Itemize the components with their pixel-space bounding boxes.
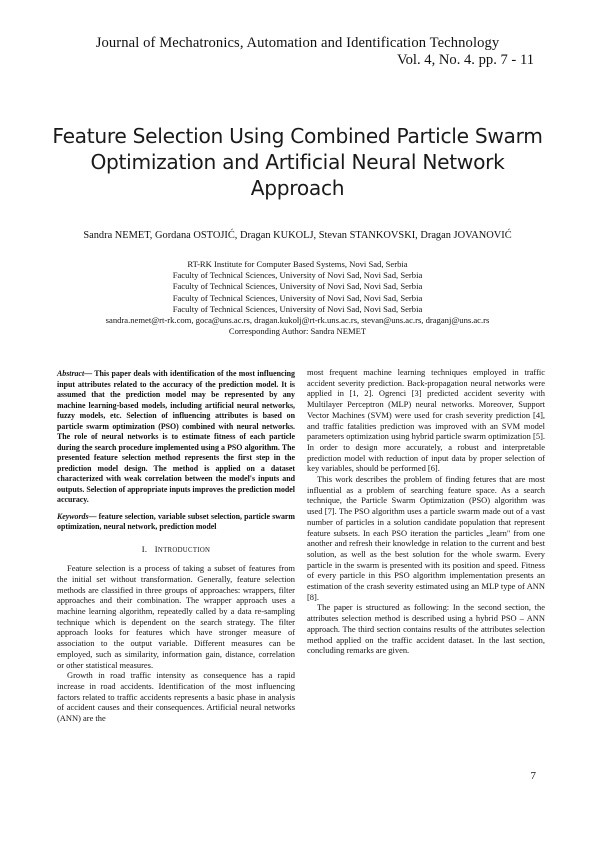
affiliations bbox=[0, 259, 595, 337]
page-number: 7 bbox=[530, 770, 536, 782]
corresponding-author: Corresponding Author: Sandra NEMET bbox=[228, 326, 367, 337]
keywords-label: Keywords bbox=[57, 511, 89, 521]
keywords-text: — feature selection, variable subset selection, particle swarm optimization, neural network, prediction model bbox=[57, 511, 295, 531]
section-title-rest: NTRODUCTION bbox=[157, 546, 211, 554]
journal-name: Journal of Mechatronics, Automation and Identification Technology bbox=[95, 35, 500, 51]
affiliation-line: Faculty of Technical Sciences, University of Novi Sad, Novi Sad, Serbia bbox=[172, 303, 423, 314]
title-line: Approach bbox=[250, 176, 345, 200]
paragraph: This work describes the problem of finding fetures that are most influential as a problem of searching feature space. As a search technique, the Particle Swarm Optimization (PSO) algorithm was used [7]. The PSO algorithm uses a particle swarm made out of a vast number of particles in a solution candidate population that represent feature subsets. In each PSO iteration the particles „learn" from one another and refresh their knowledge in relation to the current and best solution, as well as the best solution for the whole swarm. Every particle in the swarm is presented with its position and speed. Fitness of every particle in this PSO algorithm implementation presents an estimation of the crash severity estimated using an MLP type of ANN [8]. bbox=[307, 474, 545, 602]
affiliation-line: Faculty of Technical Sciences, University of Novi Sad, Novi Sad, Serbia bbox=[172, 281, 423, 292]
paragraph: Feature selection is a process of taking a subset of features from the initial set without transformation. Generally, feature selection methods are classified in three groups of approaches: wrappers, filter approaches and their combination. The wrapper approach uses a machine learning algorithm, repeatedly called by a data re-sampling technique which is dependent on the search strategy. The filter approach looks for features which have stronger measure of association to the output variable. Different measures can be employed, such as similarity, information gain, distance, correlation or other statistical measures. bbox=[57, 563, 295, 670]
affiliation-line: RT-RK Institute for Computer Based Systems, Novi Sad, Serbia bbox=[187, 259, 408, 269]
abstract-text: — This paper deals with identification of the most influencing input attributes related to the accuracy of the prediction model. It is assumed that the prediction model may be represented by any machine learning-based models, including artificial neural networks, fuzzy models, etc. Selection of influencing attributes is based on particle swarm optimization (PSO) combined with neural networks. The role of neural networks is to estimate fitness of each particle during the search procedure implemented using a PSO algorithm. The presented feature selection method represents the first step in the prediction model design. The method is applied on a dataset characterized with weak correlation between the model's inputs and outputs. Selection of appropriate inputs improves the prediction model accuracy. bbox=[57, 369, 295, 504]
right-column bbox=[307, 367, 545, 656]
paragraph: The paper is structured as following: In the second section, the attributes selection method is described using a hybrid PSO – ANN approach. The third section contains results of the attributes selection method applied on the traffic accident dataset. In the last section, concluding remarks are given. bbox=[307, 602, 545, 656]
email-line: sandra.nemet@rt-rk.com, goca@uns.ac.rs, dragan.kukolj@rt-rk.uns.ac.rs, stevan@uns.ac.rs, draganj@uns.ac.rs bbox=[105, 315, 490, 326]
abstract-label: Abstract bbox=[57, 369, 85, 378]
paragraph: Growth in road traffic intensity as consequence has a rapid increase in road accidents. Identification of the most influencing factors related to traffic accidents represents a basic phase in analysis of accident causes and their consequences. Artificial neural networks (ANN) are the bbox=[57, 670, 295, 724]
section-heading-introduction bbox=[57, 544, 295, 557]
title-line: Feature Selection Using Combined Particle Swarm bbox=[52, 124, 543, 148]
abstract bbox=[57, 369, 295, 506]
section-number: I. bbox=[141, 543, 148, 554]
journal-volume: Vol. 4, No. 4. pp. 7 - 11 bbox=[396, 52, 534, 68]
paragraph: most frequent machine learning techniques employed in traffic accident severity prediction. Back-propagation neural networks were applied in [1, 2]. Ogrenci [3] predicted accident severity with Multilayer Perceptron (MLP) neural networks. Moreover, Support Vector Machines (SVM) were used for crash severity prediction [4], and traffic fatalities prediction was improved with an SVM model parameters optimization using hybrid particle swarm optimization [5]. In order to design more accurately, a robust and interpretable prediction model with reduction of input data by proper selection of key variables, should be performed [6]. bbox=[307, 367, 545, 474]
author-list: Sandra NEMET, Gordana OSTOJIĆ, Dragan KUKOLJ, Stevan STANKOVSKI, Dragan JOVANOVIĆ bbox=[83, 230, 512, 241]
paper-title bbox=[40, 123, 555, 201]
left-column bbox=[57, 369, 295, 724]
affiliation-line: Faculty of Technical Sciences, University of Novi Sad, Novi Sad, Serbia bbox=[172, 270, 423, 281]
title-line: Optimization and Artificial Neural Network bbox=[90, 150, 505, 174]
keywords bbox=[57, 512, 295, 533]
section-initial: I bbox=[154, 543, 158, 554]
affiliation-line: Faculty of Technical Sciences, University of Novi Sad, Novi Sad, Serbia bbox=[172, 292, 423, 303]
